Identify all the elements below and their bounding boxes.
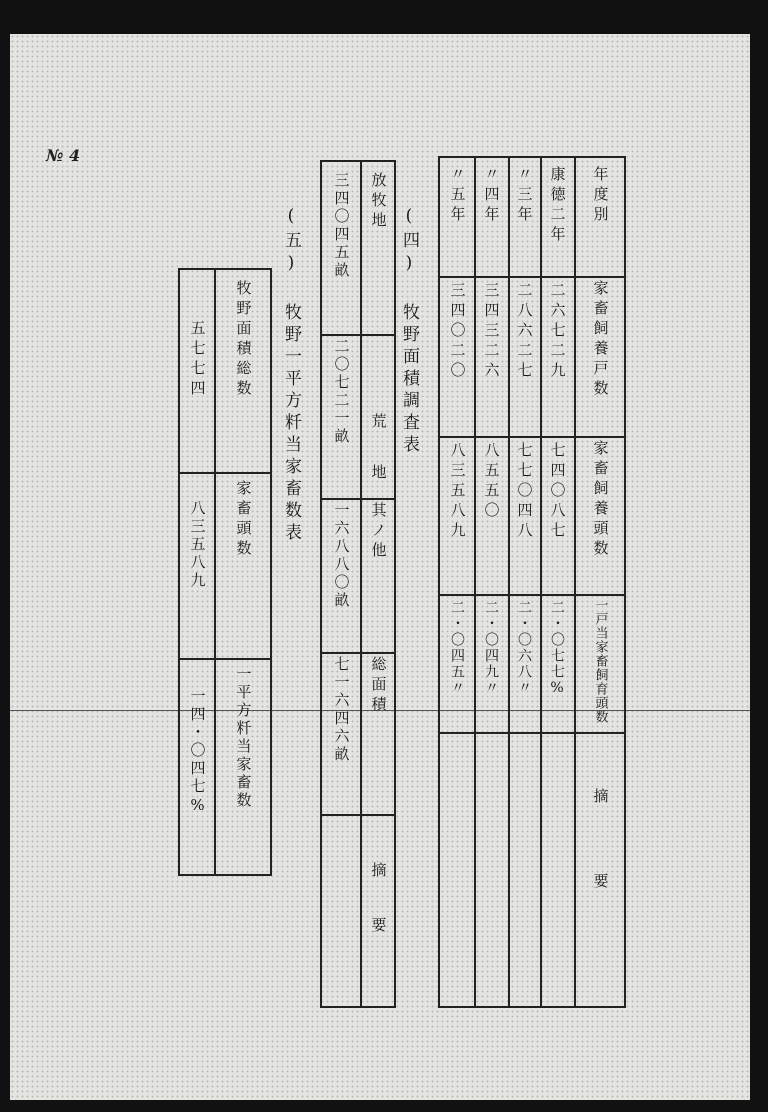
header-head-count: 家畜飼養頭数 (591, 440, 610, 560)
per-household-cell: 二・〇七七% (549, 600, 565, 698)
head-count-cell: 八三五八九 (448, 442, 467, 542)
per-km2-value: 一四・〇四七% (188, 688, 207, 817)
households-cell: 二八六二七 (515, 282, 534, 382)
section-5-title: (五) 牧野一平方粁当家畜数表 (281, 206, 301, 545)
per-household-cell: 二・〇四五〃 (449, 600, 465, 696)
per-household-cell: 二・〇四九〃 (483, 600, 499, 696)
header-households: 家畜飼養戸数 (591, 280, 610, 400)
other-value: 一六八八〇畝 (332, 502, 351, 610)
total-area-value: 七一六四六畝 (332, 656, 351, 764)
per-household-cell: 二・〇六八〃 (516, 600, 532, 696)
waste-land-value: 二〇七二一畝 (332, 338, 351, 446)
header-livestock-heads: 家畜頭数 (234, 480, 253, 560)
header-year: 年度別 (591, 166, 610, 226)
pasture-total-value: 五七七四 (188, 320, 207, 400)
livestock-heads-value: 八三五八九 (188, 500, 207, 590)
year-cell: 〃四年 (482, 166, 501, 226)
section-4-title: (四) 牧野面積調査表 (399, 206, 419, 457)
livestock-household-table (438, 156, 626, 1008)
year-cell: 康徳二年 (548, 166, 567, 246)
households-cell: 三四〇二〇 (448, 282, 467, 382)
header-total-area: 総面積 (369, 656, 388, 716)
livestock-per-km2-table (178, 268, 272, 876)
header-waste-land: 荒地 (369, 413, 388, 515)
year-cell: 〃五年 (448, 166, 467, 226)
header-pasture-total: 牧野面積総数 (234, 280, 253, 400)
pasture-area-table (320, 160, 396, 1008)
header-remarks-2: 摘要 (369, 862, 388, 972)
header-other: 其ノ他 (369, 502, 388, 562)
head-count-cell: 七四〇八七 (548, 442, 567, 542)
header-per-km2: 一平方粁当家畜数 (234, 666, 253, 810)
year-cell: 〃三年 (515, 166, 534, 226)
households-cell: 三四三二六 (482, 282, 501, 382)
page-number: № 4 (46, 146, 81, 165)
head-count-cell: 八五五〇 (482, 442, 501, 522)
header-per-household: 一戸当家畜飼育頭数 (592, 598, 608, 724)
grazing-land-value: 三四〇四五畝 (332, 172, 351, 280)
head-count-cell: 七七〇四八 (515, 442, 534, 542)
header-grazing-land: 放牧地 (369, 172, 388, 232)
households-cell: 二六七二九 (548, 282, 567, 382)
header-remarks: 摘要 (591, 788, 610, 958)
